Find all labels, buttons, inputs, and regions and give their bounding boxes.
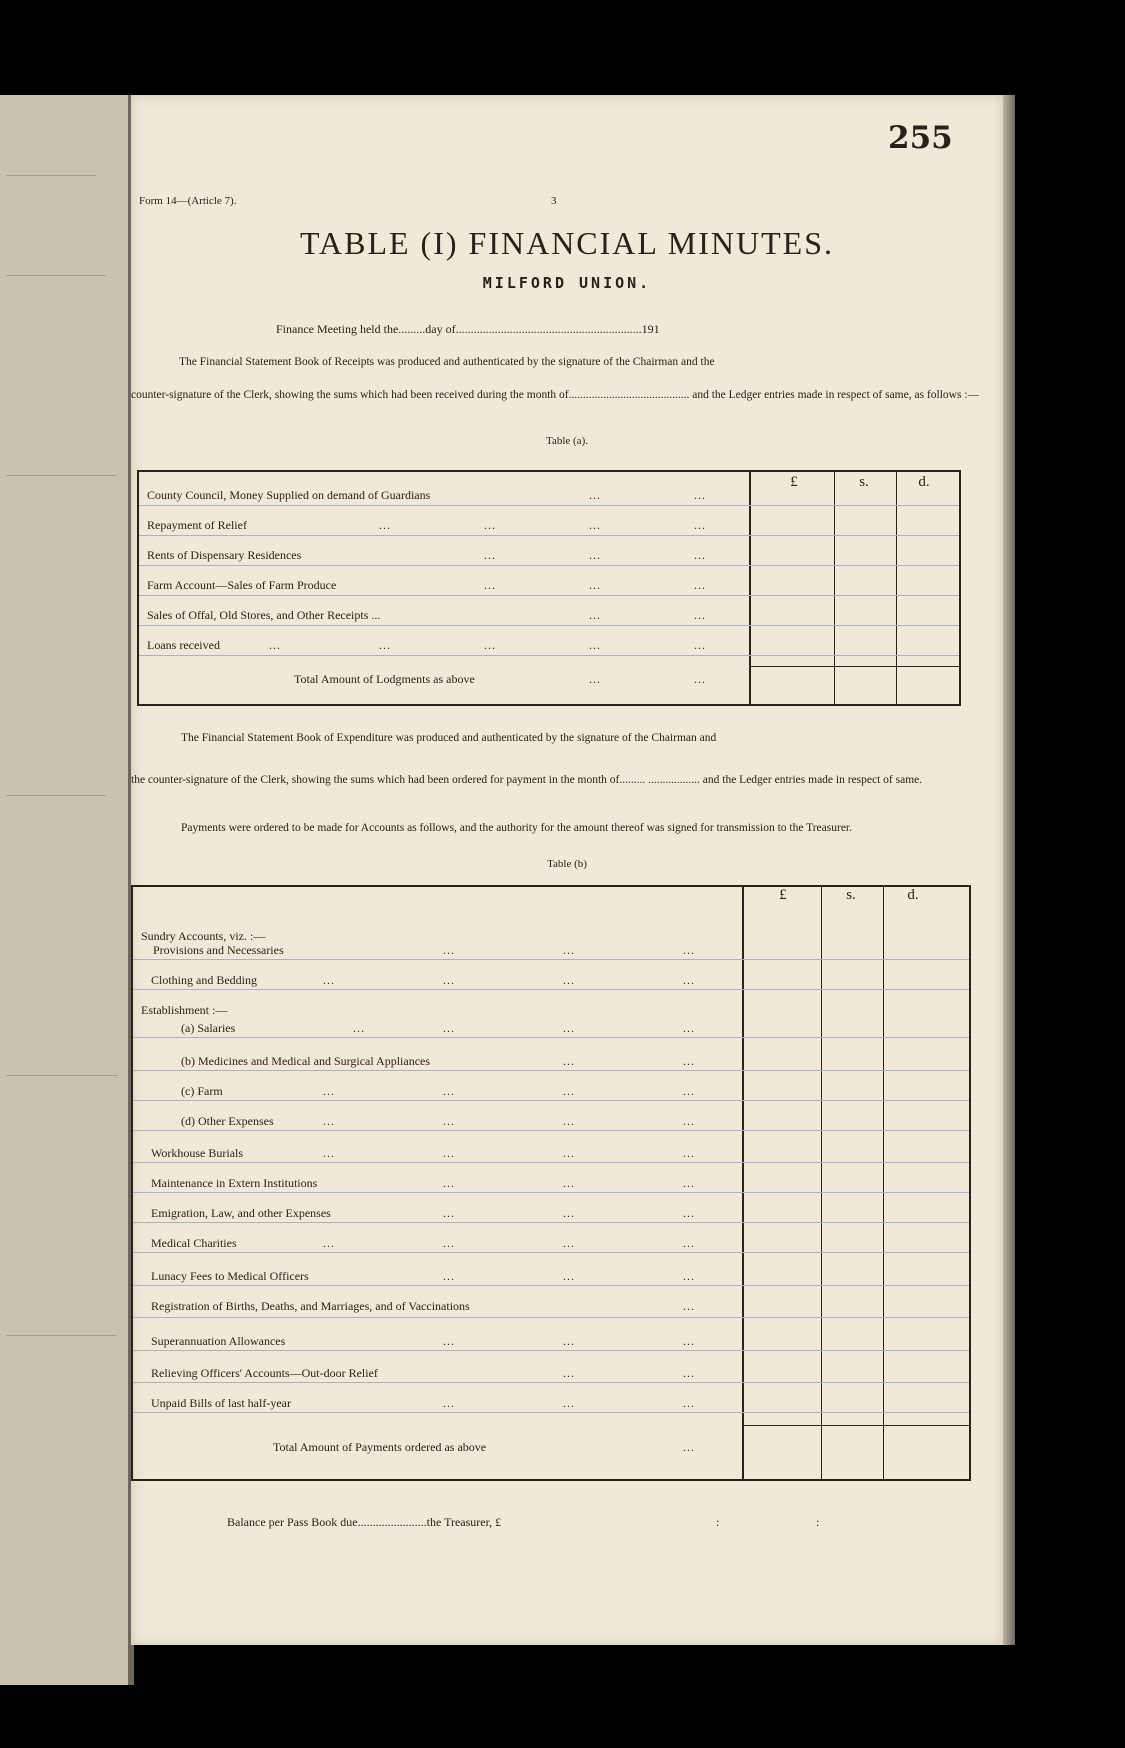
table-b-total-label: Total Amount of Payments ordered as above	[273, 1440, 487, 1454]
payments-paragraph: Payments were ordered to be made for Accounts as follows, and the authority for the amount thereof was signed for transmission to the Treasurer.	[181, 822, 852, 834]
leader-dots: ...	[379, 638, 391, 652]
table-b-caption: Table (b)	[547, 858, 587, 870]
balance-colon: :	[716, 1515, 720, 1529]
leader-dots: ...	[683, 1176, 695, 1190]
leader-dots: ...	[563, 1366, 575, 1380]
leader-dots: ...	[563, 1269, 575, 1283]
table-b-row: (d) Other Expenses	[181, 1114, 274, 1128]
page-title: TABLE (I) FINANCIAL MINUTES.	[300, 225, 834, 261]
leader-dots: ...	[443, 943, 455, 957]
leader-dots: ...	[323, 1114, 335, 1128]
table-a	[137, 470, 961, 706]
table-b-row: Emigration, Law, and other Expenses	[151, 1206, 331, 1220]
table-b-row: Workhouse Burials	[151, 1146, 244, 1160]
table-a-total-label: Total Amount of Lodgments as above	[294, 672, 475, 686]
leader-dots: ...	[484, 578, 496, 592]
leader-dots: ...	[683, 1146, 695, 1160]
table-a-row: Rents of Dispensary Residences	[147, 548, 302, 562]
leader-dots: ...	[484, 518, 496, 532]
leader-dots: ...	[683, 1206, 695, 1220]
leader-dots: ...	[443, 1269, 455, 1283]
table-a-row: Sales of Offal, Old Stores, and Other Receipts ...	[147, 608, 381, 622]
table-b-row: Provisions and Necessaries	[153, 943, 284, 957]
leader-dots: ...	[683, 1269, 695, 1283]
leader-dots: ...	[683, 1021, 695, 1035]
leader-dots: ...	[589, 638, 601, 652]
sheet-number: 3	[551, 195, 557, 207]
leader-dots: ...	[589, 672, 601, 686]
leader-dots: ...	[443, 973, 455, 987]
table-a-col-shillings: s.	[859, 474, 869, 490]
table-b-col-pounds: £	[779, 887, 787, 903]
leader-dots: ...	[563, 973, 575, 987]
table-b-col-pence: d.	[907, 887, 919, 903]
union-name: MILFORD UNION.	[482, 274, 652, 292]
table-a-row: Repayment of Relief	[147, 518, 247, 532]
leader-dots: ...	[683, 1114, 695, 1128]
balance-colon: :	[816, 1515, 820, 1529]
table-b-row: Clothing and Bedding	[151, 973, 257, 987]
leader-dots: ...	[443, 1236, 455, 1250]
leader-dots: ...	[683, 973, 695, 987]
leader-dots: ...	[484, 548, 496, 562]
table-a-row: Loans received	[147, 638, 220, 652]
table-b-row: Registration of Births, Deaths, and Marriages, and of Vaccinations	[151, 1299, 470, 1313]
table-b	[131, 885, 971, 1481]
sundry-heading: Sundry Accounts, viz. :—	[141, 929, 266, 943]
table-b-row: Superannuation Allowances	[151, 1334, 286, 1348]
leader-dots: ...	[563, 1206, 575, 1220]
table-b-row: Medical Charities	[151, 1236, 237, 1250]
leader-dots: ...	[323, 1084, 335, 1098]
leader-dots: ...	[694, 518, 706, 532]
table-b-row: Unpaid Bills of last half-year	[151, 1396, 291, 1410]
leader-dots: ...	[694, 672, 706, 686]
table-b-col-shillings: s.	[846, 887, 856, 903]
ledger-page	[131, 95, 1003, 1645]
leader-dots: ...	[589, 608, 601, 622]
leader-dots: ...	[563, 1021, 575, 1035]
leader-dots: ...	[323, 973, 335, 987]
leader-dots: ...	[589, 578, 601, 592]
table-a-row: Farm Account—Sales of Farm Produce	[147, 578, 337, 592]
leader-dots: ...	[694, 638, 706, 652]
leader-dots: ...	[683, 1299, 695, 1313]
leader-dots: ...	[443, 1334, 455, 1348]
table-b-row: (b) Medicines and Medical and Surgical Appliances	[181, 1054, 431, 1068]
table-a-row: County Council, Money Supplied on demand of Guardians	[147, 488, 431, 502]
leader-dots: ...	[484, 638, 496, 652]
establishment-heading: Establishment :—	[141, 1003, 228, 1017]
leader-dots: ...	[683, 1334, 695, 1348]
leader-dots: ...	[563, 1334, 575, 1348]
page-edge	[1003, 95, 1015, 1645]
leader-dots: ...	[694, 608, 706, 622]
leader-dots: ...	[683, 943, 695, 957]
leader-dots: ...	[563, 1084, 575, 1098]
table-b-row: (c) Farm	[181, 1084, 223, 1098]
table-a-caption: Table (a).	[546, 435, 588, 447]
leader-dots: ...	[443, 1084, 455, 1098]
leader-dots: ...	[379, 518, 391, 532]
leader-dots: ...	[589, 548, 601, 562]
table-b-row: Lunacy Fees to Medical Officers	[151, 1269, 309, 1283]
leader-dots: ...	[443, 1206, 455, 1220]
leader-dots: ...	[694, 488, 706, 502]
leader-dots: ...	[589, 488, 601, 502]
leader-dots: ...	[563, 1236, 575, 1250]
leader-dots: ...	[563, 1396, 575, 1410]
facing-page	[0, 95, 134, 1685]
leader-dots: ...	[323, 1236, 335, 1250]
receipts-paragraph-2: counter-signature of the Clerk, showing the sums which had been received during the month of.......................................... and the Ledger entries made in respect of same, as follows :—	[131, 389, 980, 401]
leader-dots: ...	[443, 1396, 455, 1410]
leader-dots: ...	[683, 1236, 695, 1250]
expenditure-paragraph-2: the counter-signature of the Clerk, showing the sums which had been ordered for payment in the month of......... .................. and the Ledger entries made in respect of same.	[131, 774, 923, 786]
leader-dots: ...	[683, 1440, 695, 1454]
leader-dots: ...	[694, 548, 706, 562]
leader-dots: ...	[443, 1114, 455, 1128]
leader-dots: ...	[563, 943, 575, 957]
leader-dots: ...	[683, 1054, 695, 1068]
table-a-col-pounds: £	[790, 474, 798, 490]
leader-dots: ...	[694, 578, 706, 592]
page-number: 255	[888, 120, 953, 156]
receipts-paragraph-1: The Financial Statement Book of Receipts was produced and authenticated by the signature of the Chairman and the	[179, 356, 715, 368]
leader-dots: ...	[443, 1021, 455, 1035]
table-b-row: Relieving Officers' Accounts—Out-door Relief	[151, 1366, 378, 1380]
form-reference: Form 14—(Article 7).	[139, 195, 237, 207]
leader-dots: ...	[443, 1146, 455, 1160]
leader-dots: ...	[443, 1176, 455, 1190]
leader-dots: ...	[683, 1366, 695, 1380]
leader-dots: ...	[353, 1021, 365, 1035]
leader-dots: ...	[683, 1084, 695, 1098]
leader-dots: ...	[563, 1146, 575, 1160]
expenditure-paragraph-1: The Financial Statement Book of Expenditure was produced and authenticated by the signature of the Chairman and	[181, 732, 717, 744]
leader-dots: ...	[269, 638, 281, 652]
meeting-line: Finance Meeting held the.........day of..............................................................191	[276, 322, 660, 336]
leader-dots: ...	[563, 1176, 575, 1190]
table-b-row: (a) Salaries	[181, 1021, 236, 1035]
leader-dots: ...	[589, 518, 601, 532]
leader-dots: ...	[323, 1146, 335, 1160]
table-a-col-pence: d.	[918, 474, 930, 490]
leader-dots: ...	[563, 1114, 575, 1128]
table-b-row: Maintenance in Extern Institutions	[151, 1176, 318, 1190]
leader-dots: ...	[683, 1396, 695, 1410]
balance-line: Balance per Pass Book due.......................the Treasurer, £	[227, 1515, 502, 1529]
leader-dots: ...	[563, 1054, 575, 1068]
